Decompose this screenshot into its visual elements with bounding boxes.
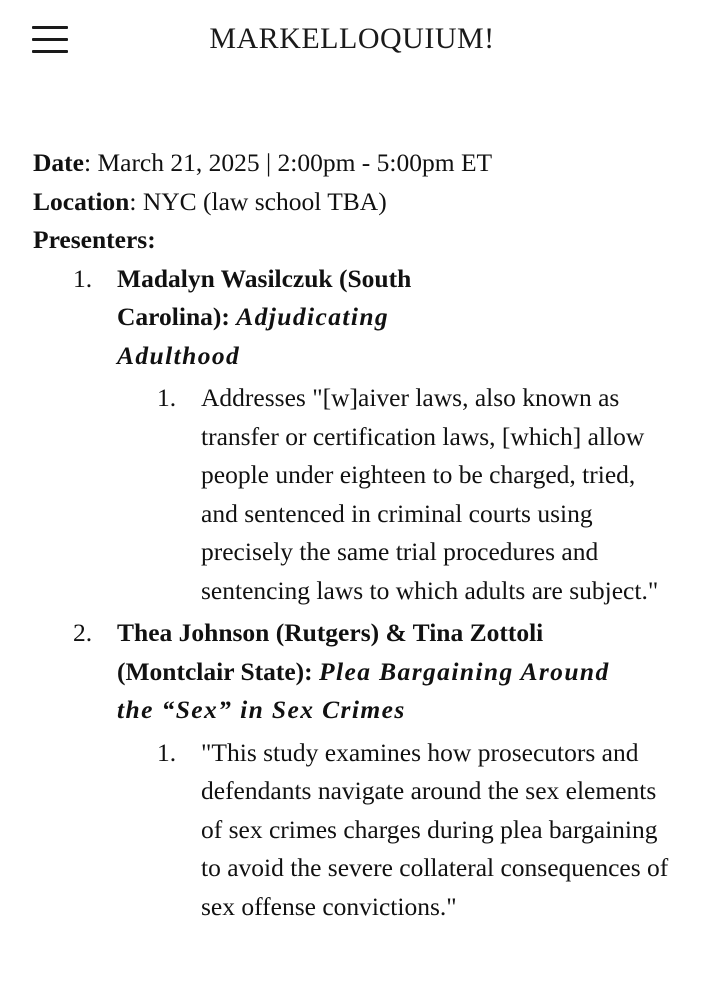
event-post xyxy=(33,144,683,930)
location-line: Location: NYC (law school TBA) xyxy=(33,186,387,216)
list-number: 2. xyxy=(73,618,93,647)
location-value: NYC (law school TBA) xyxy=(142,186,387,216)
presenter-heading xyxy=(117,260,457,376)
abstract-item xyxy=(117,379,683,610)
site-title[interactable]: MARKELLOQUIUM! xyxy=(209,22,495,55)
list-number: 1. xyxy=(73,263,93,293)
abstract-item xyxy=(117,734,683,927)
list-number: 1. xyxy=(157,383,177,412)
presenter-names: Madalyn Wasilczuk (South Carolina): xyxy=(117,263,412,331)
top-bar xyxy=(0,0,704,80)
date-line: Date: March 21, 2025 | 2:00pm - 5:00pm ET xyxy=(33,148,493,177)
list-number: 1. xyxy=(157,737,177,767)
list-item xyxy=(33,260,683,611)
date-label: Date xyxy=(33,148,84,177)
presenters-heading xyxy=(33,221,683,260)
presenters-list xyxy=(33,260,683,927)
paper-title: Adjudicating Adulthood xyxy=(117,302,390,370)
abstract-text: "This study examines how prosecutors and defendants navigate around the sex elements of sex crimes charges during plea bargaining to avoid the severe collateral consequences of sex offense convictions." xyxy=(201,737,669,921)
abstract-text: Addresses "[w]aiver laws, also known as transfer or certification laws, [which] allow people under eighteen to be charged, tried, and sentenced in criminal courts using precisely the same trial procedures and sentencing laws to which adults are subject." xyxy=(201,383,659,605)
location-label: Location xyxy=(33,186,130,216)
presenter-names: Thea Johnson (Rutgers) & Tina Zottoli (Montclair State): xyxy=(117,618,544,686)
date-value: March 21, 2025 | 2:00pm - 5:00pm ET xyxy=(97,148,493,177)
paper-title: Plea Bargaining Around the “Sex” in Sex Crimes xyxy=(117,656,610,724)
presenter-heading xyxy=(117,614,637,730)
presenters-label: Presenters: xyxy=(33,225,156,254)
list-item xyxy=(33,614,683,926)
